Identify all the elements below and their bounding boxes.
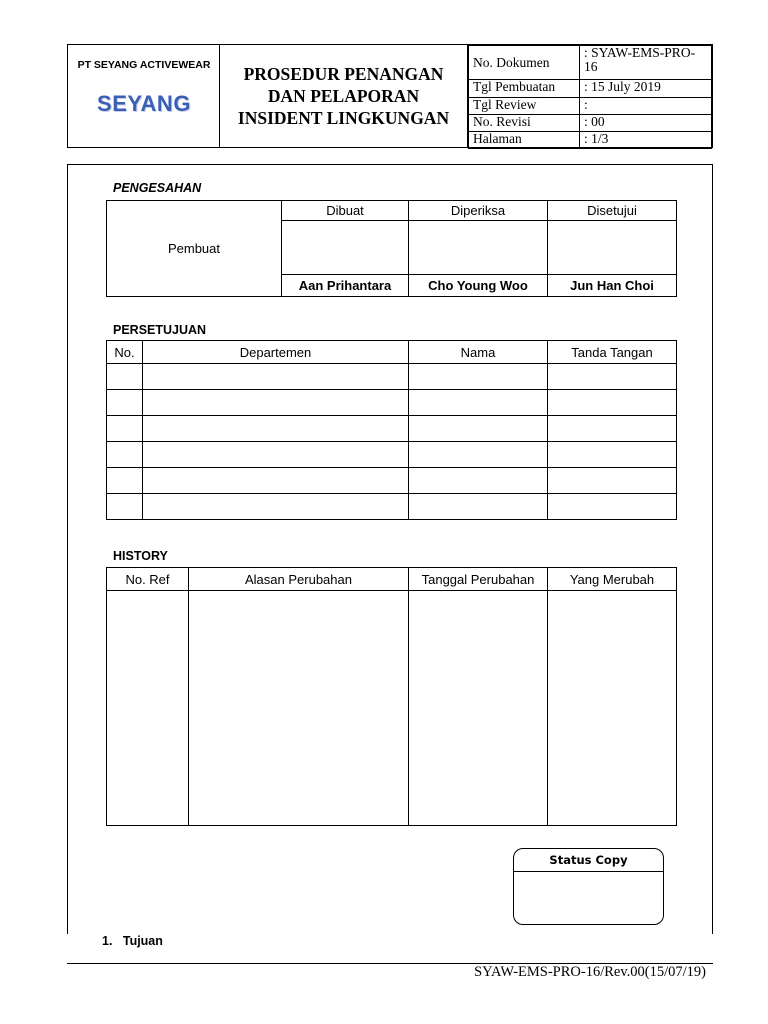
table-cell <box>548 591 677 826</box>
meta-value: : SYAW-EMS-PRO-16 <box>580 46 712 80</box>
table-cell <box>107 468 143 494</box>
table-header-row <box>107 341 677 364</box>
table-row <box>107 468 677 494</box>
table-cell <box>143 494 409 520</box>
table-cell <box>548 364 677 390</box>
meta-row <box>469 98 712 115</box>
table-cell <box>409 494 548 520</box>
section-heading-tujuan <box>102 934 163 948</box>
signer-name: Jun Han Choi <box>548 275 677 297</box>
persetujuan-table <box>106 340 677 520</box>
column-header: Diperiksa <box>409 201 548 221</box>
document-header <box>67 44 713 148</box>
company-name: PT SEYANG ACTIVEWEAR <box>77 59 211 71</box>
column-header: No. <box>107 341 143 364</box>
pembuat-label: Pembuat <box>107 201 282 297</box>
column-header: No. Ref <box>107 568 189 591</box>
table-cell <box>143 468 409 494</box>
signer-name: Aan Prihantara <box>282 275 409 297</box>
meta-row <box>469 80 712 98</box>
history-title: HISTORY <box>113 549 168 563</box>
table-cell <box>143 390 409 416</box>
meta-value: : <box>580 98 712 115</box>
table-row <box>107 416 677 442</box>
meta-row <box>469 46 712 80</box>
column-header: Alasan Perubahan <box>189 568 409 591</box>
company-block <box>68 45 220 147</box>
signature-cell <box>409 221 548 275</box>
table-cell <box>548 468 677 494</box>
meta-label: No. Dokumen <box>469 46 580 80</box>
table-cell <box>409 416 548 442</box>
meta-label: Halaman <box>469 132 580 149</box>
meta-row <box>469 115 712 132</box>
table-cell <box>107 390 143 416</box>
table-row <box>107 591 677 826</box>
document-title: PROSEDUR PENANGAN DAN PELAPORAN INSIDENT LINGKUNGAN <box>237 64 450 128</box>
table-cell <box>107 416 143 442</box>
table-row <box>107 364 677 390</box>
persetujuan-title: PERSETUJUAN <box>113 323 207 337</box>
table-cell <box>409 442 548 468</box>
meta-label: No. Revisi <box>469 115 580 132</box>
column-header: Departemen <box>143 341 409 364</box>
table-row <box>107 442 677 468</box>
meta-value: : 1/3 <box>580 132 712 149</box>
history-table <box>106 567 677 826</box>
table-cell <box>548 442 677 468</box>
table-row <box>107 390 677 416</box>
pengesahan-table <box>106 200 677 297</box>
pengesahan-title: PENGESAHAN <box>113 181 202 195</box>
table-cell <box>548 494 677 520</box>
meta-label: Tgl Pembuatan <box>469 80 580 98</box>
meta-value: : 00 <box>580 115 712 132</box>
column-header: Disetujui <box>548 201 677 221</box>
column-header: Dibuat <box>282 201 409 221</box>
table-cell <box>409 390 548 416</box>
meta-value: : 15 July 2019 <box>580 80 712 98</box>
table-header-row <box>107 201 677 221</box>
meta-label: Tgl Review <box>469 98 580 115</box>
column-header: Yang Merubah <box>548 568 677 591</box>
table-cell <box>143 442 409 468</box>
meta-row <box>469 132 712 149</box>
footer-document-code: SYAW-EMS-PRO-16/Rev.00(15/07/19) <box>474 964 706 980</box>
table-cell <box>548 416 677 442</box>
table-header-row <box>107 568 677 591</box>
section-title: Tujuan <box>122 934 163 948</box>
company-logo: SEYANG <box>97 91 191 116</box>
status-copy-label: Status Copy <box>514 849 663 872</box>
signer-name: Cho Young Woo <box>409 275 548 297</box>
table-cell <box>107 364 143 390</box>
table-cell <box>143 364 409 390</box>
document-meta-table <box>468 45 712 149</box>
signature-cell <box>282 221 409 275</box>
signature-cell <box>548 221 677 275</box>
table-cell <box>189 591 409 826</box>
column-header: Tanda Tangan <box>548 341 677 364</box>
table-cell <box>409 364 548 390</box>
column-header: Nama <box>409 341 548 364</box>
table-cell <box>107 442 143 468</box>
table-cell <box>107 591 189 826</box>
table-row <box>107 494 677 520</box>
table-cell <box>409 468 548 494</box>
table-cell <box>107 494 143 520</box>
table-cell <box>143 416 409 442</box>
table-cell <box>409 591 548 826</box>
status-copy-box <box>513 848 664 925</box>
section-number: 1. <box>102 934 113 948</box>
table-cell <box>548 390 677 416</box>
column-header: Tanggal Perubahan <box>409 568 548 591</box>
title-block <box>220 45 468 147</box>
